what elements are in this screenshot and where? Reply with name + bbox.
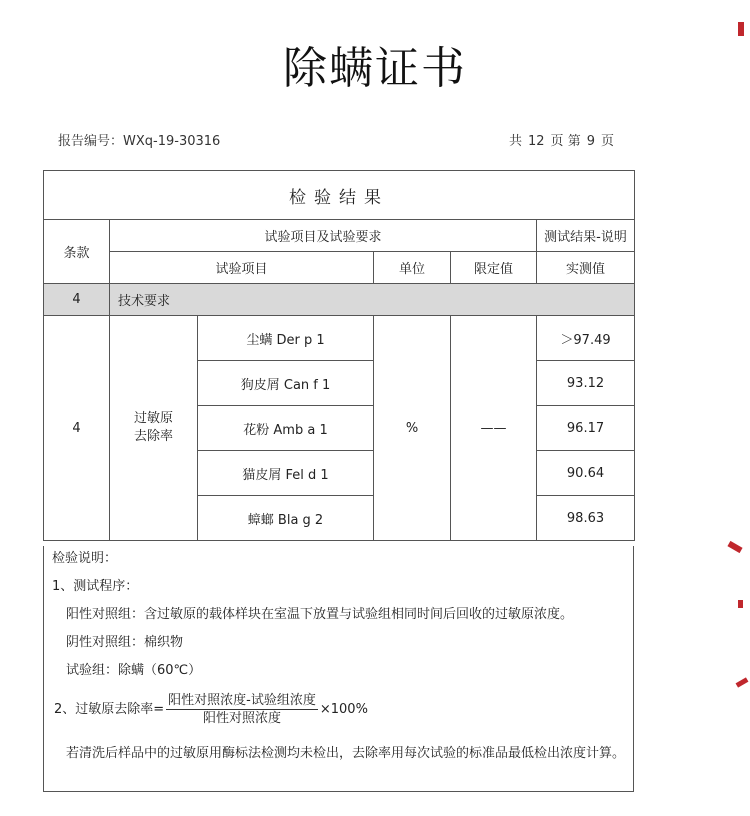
- formula-suffix: ×100%: [319, 702, 368, 717]
- limit-cell: ——: [451, 316, 537, 541]
- test-item: 蟑螂 Bla g 2: [198, 496, 374, 541]
- test-item: 尘螨 Der p 1: [198, 316, 374, 361]
- certificate-title: 除螨证书: [283, 43, 467, 94]
- section-clause: 4: [44, 284, 110, 316]
- measured-value: ＞97.49: [537, 316, 635, 361]
- test-item: 花粉 Amb a 1: [198, 406, 374, 451]
- page-prefix: 第: [567, 134, 581, 149]
- stamp-fragment: [736, 677, 749, 687]
- total-prefix: 共: [508, 134, 522, 149]
- header-result-desc: 测试结果-说明: [537, 220, 635, 252]
- test-item: 猫皮屑 Fel d 1: [198, 451, 374, 496]
- formula-numerator: 阳性对照浓度-试验组浓度: [168, 693, 316, 708]
- table-main-header: 检验结果: [44, 171, 635, 220]
- row-clause: 4: [44, 316, 110, 541]
- page-suffix: 页: [600, 134, 614, 149]
- test-item: 狗皮屑 Can f 1: [198, 361, 374, 406]
- test-notes: [43, 546, 634, 792]
- removal-rate-formula: [54, 694, 368, 725]
- measured-value: 98.63: [537, 496, 635, 541]
- formula-label: 2、过敏原去除率=: [54, 702, 165, 717]
- measured-value: 90.64: [537, 451, 635, 496]
- total-suffix: 页: [550, 134, 564, 149]
- header-limit: 限定值: [451, 252, 537, 284]
- stamp-fragment: [738, 600, 743, 608]
- unit-cell: %: [374, 316, 451, 541]
- positive-control: 阳性对照组：含过敏原的载体样块在室温下放置与试验组相同时间后回收的过敏原浓度。: [66, 607, 574, 622]
- footnote: 若清洗后样品中的过敏原用酶标法检测均未检出，去除率用每次试验的标准品最低检出浓度计算。: [66, 746, 626, 761]
- negative-control: 阴性对照组：棉织物: [66, 635, 184, 650]
- stamp-fragment: [738, 22, 744, 36]
- page-indicator: [509, 130, 614, 149]
- header-item: 试验项目: [110, 252, 374, 284]
- total-pages: 12: [527, 134, 545, 149]
- report-number: [58, 130, 220, 149]
- measured-value: 93.12: [537, 361, 635, 406]
- formula-denominator: 阳性对照浓度: [203, 711, 282, 726]
- procedure-title: 1、测试程序：: [52, 579, 139, 594]
- formula-fraction: [166, 694, 318, 725]
- header-clause: 条款: [44, 220, 110, 284]
- current-page: 9: [586, 134, 595, 149]
- stamp-fragment: [727, 541, 742, 553]
- measured-value: 96.17: [537, 406, 635, 451]
- report-number-value: WXq-19-30316: [123, 134, 221, 149]
- category-cell: 过敏原 去除率: [110, 316, 198, 541]
- results-table: [43, 170, 635, 541]
- header-items-requirements: 试验项目及试验要求: [110, 220, 537, 252]
- header-measured: 实测值: [537, 252, 635, 284]
- section-name: 技术要求: [110, 284, 635, 316]
- header-unit: 单位: [374, 252, 451, 284]
- notes-heading: 检验说明：: [52, 551, 118, 566]
- report-number-label: 报告编号：: [58, 134, 124, 149]
- test-group: 试验组：除螨（60℃）: [66, 663, 202, 678]
